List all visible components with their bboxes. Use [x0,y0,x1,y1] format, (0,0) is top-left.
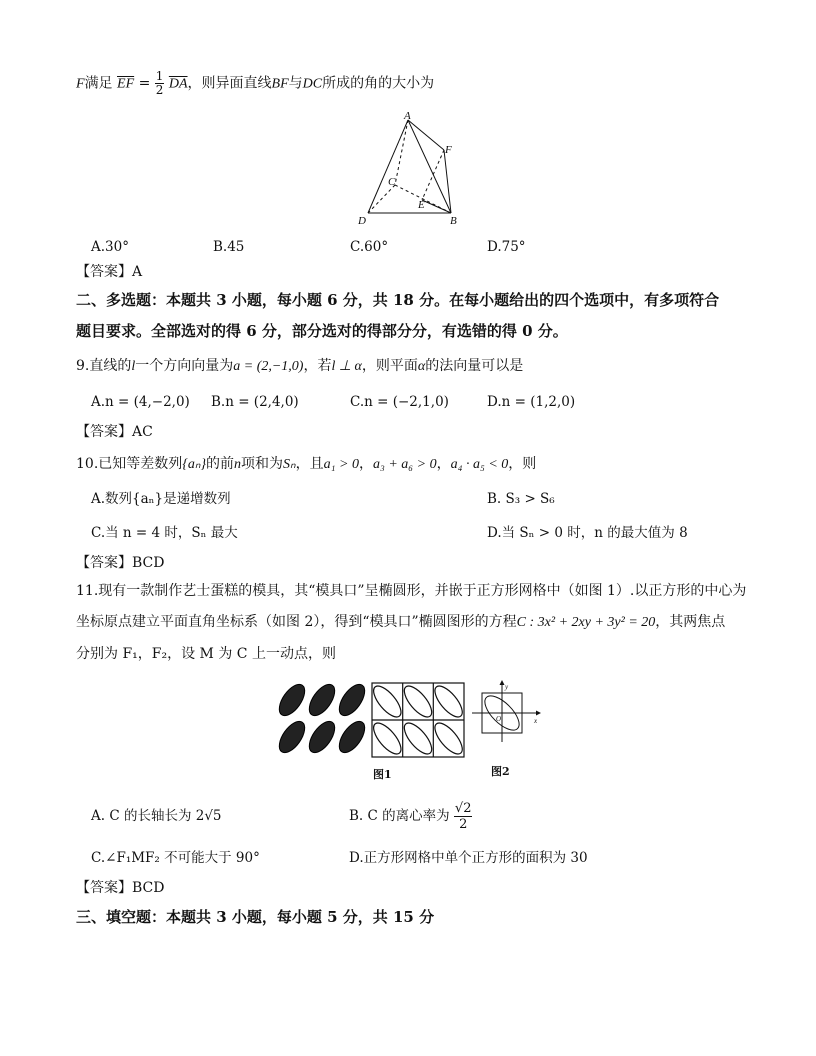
q11-answer: 【答案】BCD [76,880,165,896]
q11-option-d[interactable]: D.正方形网格中单个正方形的面积为 30 [349,850,588,866]
q9-option-b[interactable]: B.n = (2,4,0) [211,394,299,410]
label-B: B [450,215,457,227]
q9-option-c[interactable]: C.n = (−2,1,0) [350,394,449,410]
section3-heading: 三、填空题：本题共 3 小题，每小题 5 分，共 15 分 [76,908,435,926]
q9-option-a[interactable]: A.n = (4,−2,0) [91,394,190,410]
q9-answer: 【答案】AC [76,424,153,440]
label-C: C [388,176,396,188]
q9-stem: 9.直线的l一个方向向量为a = (2,−1,0)，若l ⊥ α，则平面α的法向量可以是 [76,358,524,374]
q9-option-d[interactable]: D.n = (1,2,0) [487,394,576,410]
section2-heading-line1: 二、多选题：本题共 3 小题，每小题 6 分，共 18 分。在每小题给出的四个选项中，有多项符合 [76,291,720,309]
figure1-caption: 图1 [373,768,392,781]
q10-option-d[interactable]: D.当 Sₙ > 0 时，n 的最大值为 8 [487,525,688,541]
label-A: A [404,110,411,122]
q8-option-b[interactable]: B.45 [213,239,245,255]
pyramid-figure [350,110,470,230]
axis-y-label: y [505,683,509,691]
q10-option-a[interactable]: A.数列{aₙ}是递增数列 [91,491,231,507]
q8-option-a[interactable]: A.30° [91,239,129,255]
figure1-grid [371,682,465,758]
q8-answer: 【答案】A [76,264,143,280]
q8-option-c[interactable]: C.60° [350,239,389,255]
origin-label: O [496,715,502,723]
q8-stem: F满足 $\overline{EF}$ = $\frac{1}{2}$ $\overline{DA}$，则异面直线BF与DC所成的角的大小为 [76,69,435,97]
label-D: D [358,215,366,227]
q11-stem-line2: 坐标原点建立平面直角坐标系（如图 2），得到“模具口”椭圆图形的方程C : 3x² + 2xy + 3y² = 20，其两焦点 [76,614,726,630]
q11-stem-line3: 分别为 F₁，F₂，设 M 为 C 上一动点，则 [76,646,336,662]
axis-x-label: x [534,717,538,725]
q10-option-b[interactable]: B. S₃ > S₆ [487,491,555,507]
q11-option-c[interactable]: C.∠F₁MF₂ 不可能大于 90° [91,850,260,866]
q11-stem-line1: 11.现有一款制作艺士蛋糕的模具，其“模具口”呈椭圆形，并嵌于正方形网格中（如图 1）.以正方形的中心为 [76,583,747,599]
figure2-axes [470,680,542,765]
figure1-photo [276,680,371,758]
q10-stem: 10.已知等差数列{aₙ}的前n项和为Sₙ，且a₁ > 0，a₃ + a₆ > 0，a₄ · a₅ < 0，则 [76,456,537,472]
q11-option-b[interactable]: B. C 的离心率为 $\frac{√2}{2}$ [349,801,472,832]
q11-option-a[interactable]: A. C 的长轴长为 2√5 [91,808,222,824]
fraction-half: $\frac{1}{2}$ [155,69,164,97]
label-F: F [445,144,452,156]
q10-option-c[interactable]: C.当 n = 4 时，Sₙ 最大 [91,525,238,541]
q10-answer: 【答案】BCD [76,555,165,571]
figure2-caption: 图2 [491,765,510,778]
q8-option-d[interactable]: D.75° [487,239,526,255]
label-E: E [418,199,425,211]
section2-heading-line2: 题目要求。全部选对的得 6 分，部分选对的得部分分，有选错的得 0 分。 [76,322,568,340]
